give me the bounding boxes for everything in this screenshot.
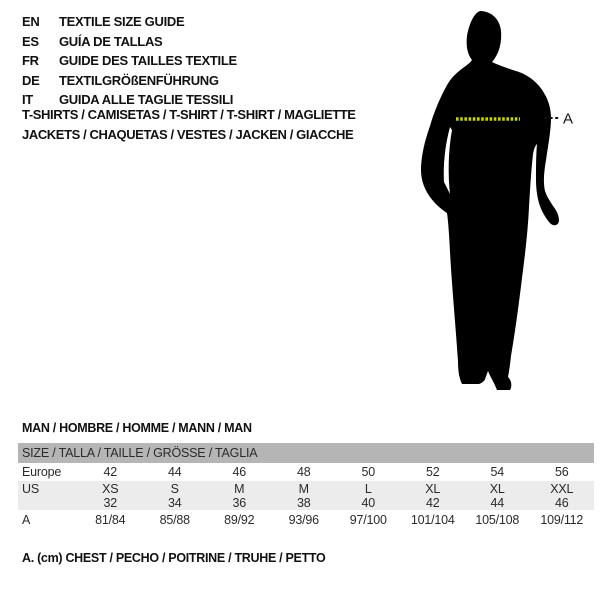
table-cell: 42 xyxy=(425,496,440,510)
language-row xyxy=(22,71,237,91)
table-cell: 52 xyxy=(425,465,440,479)
table-cell: 44 xyxy=(167,465,182,479)
table-row-europe xyxy=(18,463,594,481)
language-code: FR xyxy=(22,53,39,69)
table-cell: L xyxy=(364,481,372,496)
table-cell: 34 xyxy=(167,496,182,510)
table-cell: 54 xyxy=(490,465,504,479)
table-cell: 40 xyxy=(361,496,375,510)
table-cell: M xyxy=(298,481,309,496)
language-row xyxy=(22,51,237,71)
language-guide-title: GUIDA ALLE TAGLIE TESSILI xyxy=(59,92,234,108)
table-cell: 101/104 xyxy=(410,512,455,527)
language-guide-title: TEXTILE SIZE GUIDE xyxy=(59,14,185,30)
language-guide-title: GUIDE DES TAILLES TEXTILE xyxy=(59,53,237,69)
row-label: US xyxy=(22,481,39,496)
language-guide-title: GUÍA DE TALLAS xyxy=(59,33,163,49)
language-guide-list xyxy=(22,12,237,110)
table-cell: S xyxy=(170,481,179,496)
table-cell: XS xyxy=(102,481,119,496)
table-cell: 46 xyxy=(554,496,569,510)
table-cell: 93/96 xyxy=(288,512,319,527)
size-table xyxy=(18,443,594,529)
table-cell: 46 xyxy=(232,465,246,479)
table-cell: 105/108 xyxy=(475,512,520,527)
table-row-us xyxy=(18,481,594,496)
man-silhouette xyxy=(395,0,600,400)
language-guide-title: TEXTILGRÖßENFÜHRUNG xyxy=(59,72,219,88)
language-code: DE xyxy=(22,72,40,88)
language-row xyxy=(22,32,237,52)
table-cell: 109/112 xyxy=(540,512,584,527)
row-label: A xyxy=(22,512,31,527)
language-code: ES xyxy=(22,33,39,49)
table-cell: 42 xyxy=(103,465,117,479)
table-cell: 85/88 xyxy=(159,512,190,527)
measure-label-a: A xyxy=(563,110,574,128)
table-cell: 97/100 xyxy=(349,512,387,527)
language-code: IT xyxy=(22,92,33,108)
row-label xyxy=(18,496,78,510)
table-cell: 50 xyxy=(361,465,375,479)
measurement-footnote: A. (cm) CHEST / PECHO / POITRINE / TRUHE / PETTO xyxy=(22,551,326,565)
language-code: EN xyxy=(22,14,40,30)
language-row xyxy=(22,12,237,32)
table-cell: 48 xyxy=(296,465,311,479)
size-table-header: SIZE / TALLA / TAILLE / GRÖSSE / TAGLIA xyxy=(18,443,594,463)
man-silhouette-body xyxy=(421,11,559,390)
row-label: Europe xyxy=(22,465,62,479)
table-cell: M xyxy=(234,481,245,496)
table-cell: 32 xyxy=(103,496,117,510)
category-tshirts: T-SHIRTS / CAMISETAS / T-SHIRT / T-SHIRT / MAGLIETTE xyxy=(22,107,356,122)
table-cell: XL xyxy=(489,481,505,496)
table-cell: 36 xyxy=(232,496,246,510)
table-cell: 38 xyxy=(296,496,311,510)
category-jackets: JACKETS / CHAQUETAS / VESTES / JACKEN / GIACCHE xyxy=(22,127,354,142)
table-cell: XL xyxy=(425,481,441,496)
table-cell: 81/84 xyxy=(95,512,126,527)
table-row-chest-cm xyxy=(18,510,594,529)
man-figure xyxy=(395,0,600,400)
table-row-numeric xyxy=(18,496,594,510)
section-title-man: MAN / HOMBRE / HOMME / MANN / MAN xyxy=(22,421,252,435)
garment-categories xyxy=(22,105,356,145)
table-cell: 56 xyxy=(554,465,569,479)
table-cell: 89/92 xyxy=(224,512,255,527)
table-cell: 44 xyxy=(490,496,504,510)
table-cell: XXL xyxy=(550,481,574,496)
